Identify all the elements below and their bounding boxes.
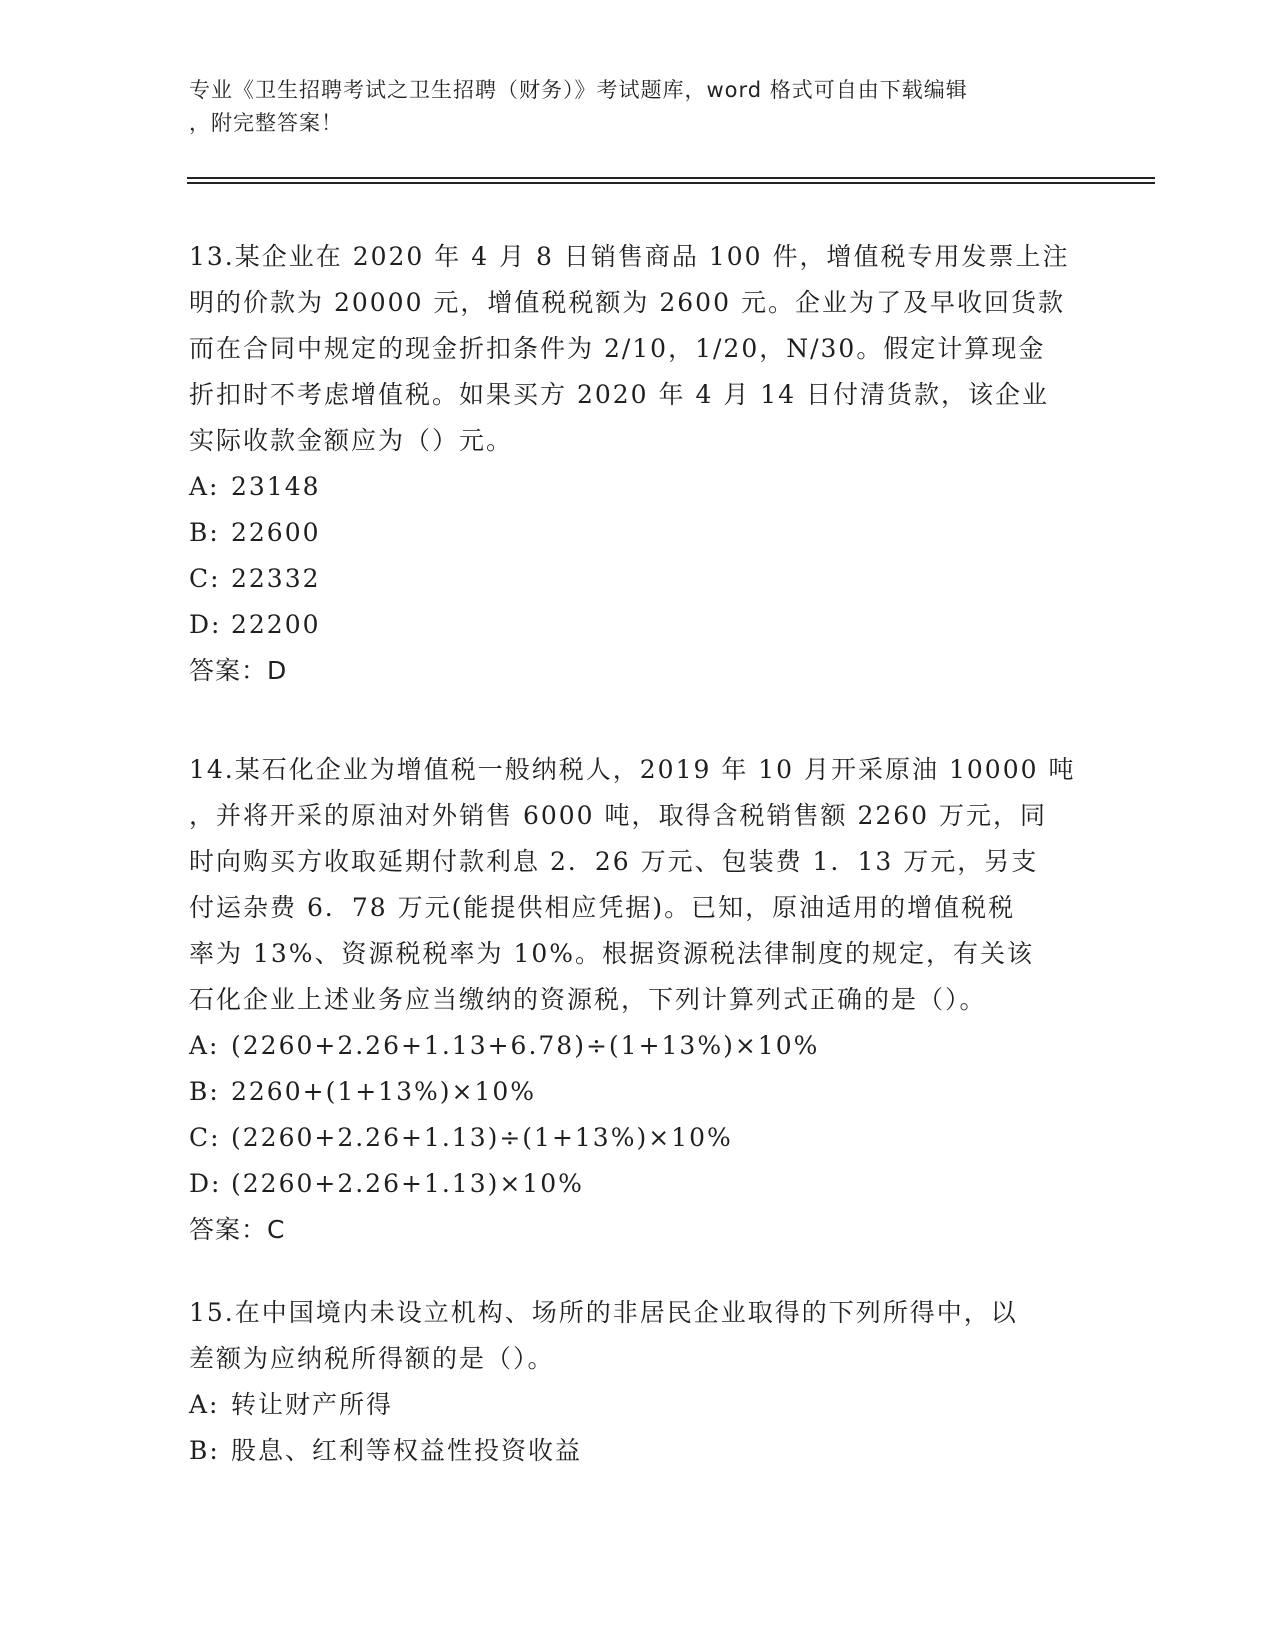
option-label: D:	[189, 610, 222, 639]
option-c	[189, 1115, 1079, 1161]
option-b	[189, 1069, 1079, 1115]
option-label: B:	[189, 1436, 220, 1465]
stem-line: 14.某石化企业为增值税一般纳税人，2019 年 10 月开采原油 10000 吨	[189, 755, 1076, 784]
option-text: 22600	[231, 518, 321, 547]
stem-line: 而在合同中规定的现金折扣条件为 2/10，1/20，N/30。假定计算现金	[189, 334, 1046, 363]
answer-line: 答案：D	[189, 656, 288, 685]
option-text: (2260+2.26+1.13+6.78)÷(1+13%)×10%	[231, 1031, 820, 1060]
question-stem	[189, 234, 1079, 464]
option-text: 22200	[231, 610, 321, 639]
stem-line: 实际收款金额应为（）元。	[189, 426, 514, 455]
stem-line: ，并将开采的原油对外销售 6000 吨，取得含税销售额 2260 万元，同	[189, 801, 1048, 830]
option-text: (2260+2.26+1.13)×10%	[231, 1169, 584, 1198]
option-b	[189, 510, 1079, 556]
stem-line: 折扣时不考虑增值税。如果买方 2020 年 4 月 14 日付清货款，该企业	[189, 380, 1050, 409]
option-a	[189, 1023, 1079, 1069]
stem-line: 15.在中国境内未设立机构、场所的非居民企业取得的下列所得中，以	[189, 1298, 1018, 1327]
question-15	[189, 1290, 1079, 1474]
question-stem	[189, 1290, 1079, 1382]
option-label: A:	[189, 1390, 220, 1419]
question-14	[189, 747, 1079, 1253]
option-label: C:	[189, 564, 221, 593]
stem-line: 时向购买方收取延期付款利息 2．26 万元、包装费 1．13 万元，另支	[189, 847, 1039, 876]
header-divider-bottom	[187, 182, 1155, 184]
option-d	[189, 1161, 1079, 1207]
stem-line: 明的价款为 20000 元，增值税税额为 2600 元。企业为了及早收回货款	[189, 288, 1065, 317]
option-text: 股息、红利等权益性投资收益	[231, 1436, 583, 1465]
option-b	[189, 1428, 1079, 1474]
option-text: 2260+(1+13%)×10%	[231, 1077, 537, 1106]
option-a	[189, 1382, 1079, 1428]
answer-line: 答案：C	[189, 1215, 286, 1244]
option-a	[189, 464, 1079, 510]
document-header	[189, 74, 1069, 140]
question-13	[189, 234, 1079, 694]
question-stem	[189, 747, 1079, 1023]
option-label: C:	[189, 1123, 221, 1152]
option-label: A:	[189, 472, 220, 501]
option-text: (2260+2.26+1.13)÷(1+13%)×10%	[231, 1123, 733, 1152]
option-text: 23148	[231, 472, 321, 501]
option-text: 22332	[231, 564, 321, 593]
stem-line: 付运杂费 6．78 万元(能提供相应凭据)。已知，原油适用的增值税税	[189, 893, 1016, 922]
option-label: D:	[189, 1169, 222, 1198]
stem-line: 差额为应纳税所得额的是（）。	[189, 1344, 555, 1373]
header-line-2: ，附完整答案！	[189, 111, 343, 135]
stem-line: 率为 13%、资源税税率为 10%。根据资源税法律制度的规定，有关该	[189, 939, 1035, 968]
option-d	[189, 602, 1079, 648]
option-text: 转让财产所得	[231, 1390, 394, 1419]
option-label: B:	[189, 1077, 220, 1106]
header-divider-top	[187, 177, 1155, 179]
stem-line: 13.某企业在 2020 年 4 月 8 日销售商品 100 件，增值税专用发票上注	[189, 242, 1070, 271]
option-label: A:	[189, 1031, 220, 1060]
stem-line: 石化企业上述业务应当缴纳的资源税，下列计算列式正确的是（）。	[189, 985, 987, 1014]
option-c	[189, 556, 1079, 602]
option-label: B:	[189, 518, 220, 547]
header-line-1: 专业《卫生招聘考试之卫生招聘（财务）》考试题库，word 格式可自由下载编辑	[189, 78, 968, 102]
